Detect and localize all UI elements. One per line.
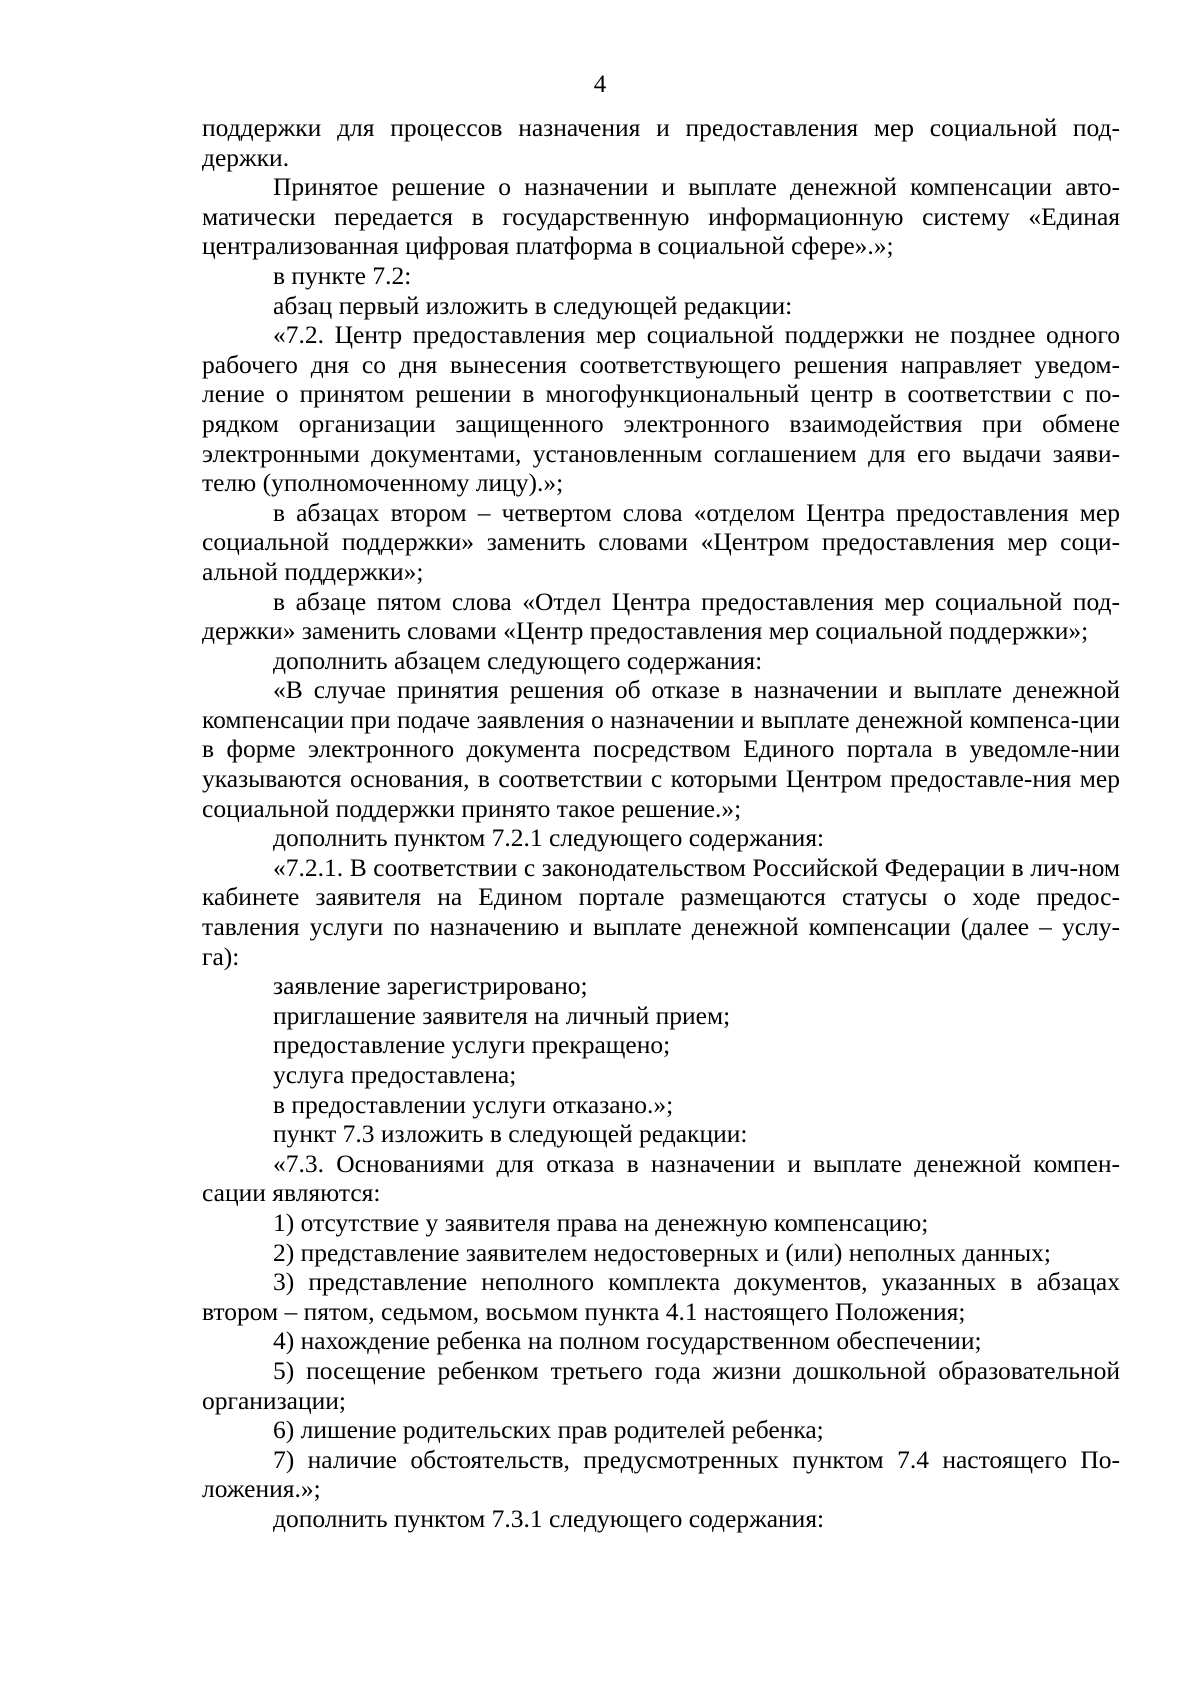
paragraph: Принятое решение о назначении и выплате денежной компенсации авто-матически передается в государственную информационную систему «Единая централизованная цифровая платформа в социальной сфере».»;	[202, 172, 1120, 261]
paragraph: дополнить пунктом 7.3.1 следующего содержания:	[273, 1503, 825, 1533]
page-number: 4	[593, 71, 607, 98]
paragraph: в предоставлении услуги отказано.»;	[273, 1089, 674, 1119]
paragraph: услуга предоставлена;	[273, 1060, 517, 1089]
paragraph: в пункте 7.2:	[273, 260, 412, 290]
paragraph: «7.2.1. В соответствии с законодательством Российской Федерации в лич-ном кабинете заявителя на Едином портале размещаются статусы о ходе предос-тавления услуги по назначению и выплате денежной компенсации (далее – услу-га):	[202, 852, 1120, 971]
paragraph: поддержки для процессов назначения и предоставления мер социальной под-держки.	[202, 113, 1120, 172]
paragraph: 2) представление заявителем недостоверных и (или) неполных данных;	[273, 1237, 1051, 1267]
paragraph: 1) отсутствие у заявителя права на денежную компенсацию;	[273, 1207, 929, 1237]
paragraph: абзац первый изложить в следующей редакции:	[273, 290, 793, 320]
paragraph: «7.2. Центр предоставления мер социальной поддержки не позднее одного рабочего дня со дня вынесения соответствующего решения направляет уведом-ление о принятом решении в многофункциональный центр в соответствии с по-рядком организации защищенного электронного взаимодействия при обмене электронными документами, установленным соглашением для его выдачи заяви-телю (уполномоченному лицу).»;	[202, 320, 1120, 498]
paragraph: «В случае принятия решения об отказе в назначении и выплате денежной компенсации при подаче заявления о назначении и выплате денежной компенса-ции в форме электронного документа посредством Единого портала в уведомле-нии указываются основания, в соответствии с которыми Центром предоставле-ния мер социальной поддержки принято такое решение.»;	[202, 675, 1120, 823]
paragraph: приглашение заявителя на личный прием;	[273, 1000, 731, 1030]
paragraph: 7) наличие обстоятельств, предусмотренных пунктом 7.4 настоящего По-ложения.»;	[202, 1444, 1120, 1504]
paragraph: пункт 7.3 изложить в следующей редакции:	[273, 1119, 748, 1149]
paragraph: в абзаце пятом слова «Отдел Центра предоставления мер социальной под-держки» заменить словами «Центр предоставления мер социальной поддержки»;	[202, 586, 1120, 646]
paragraph: 3) представление неполного комплекта документов, указанных в абзацах втором – пятом, седьмом, восьмом пункта 4.1 настоящего Положения;	[202, 1267, 1120, 1326]
paragraph: в абзацах втором – четвертом слова «отделом Центра предоставления мер социальной поддержки» заменить словами «Центром предоставления мер соци-альной поддержки»;	[202, 497, 1120, 586]
document-body	[202, 113, 1120, 1534]
paragraph: 5) посещение ребенком третьего года жизни дошкольной образовательной организации;	[202, 1355, 1120, 1415]
paragraph: дополнить абзацем следующего содержания:	[273, 645, 763, 675]
paragraph: 4) нахождение ребенка на полном государственном обеспечении;	[273, 1326, 982, 1356]
paragraph: дополнить пунктом 7.2.1 следующего содержания:	[273, 823, 825, 853]
paragraph: «7.3. Основаниями для отказа в назначении и выплате денежной компен-сации являются:	[202, 1148, 1120, 1208]
paragraph: 6) лишение родительских прав родителей ребенка;	[273, 1415, 824, 1445]
paragraph: предоставление услуги прекращено;	[273, 1030, 671, 1060]
paragraph: заявление зарегистрировано;	[273, 971, 588, 1001]
